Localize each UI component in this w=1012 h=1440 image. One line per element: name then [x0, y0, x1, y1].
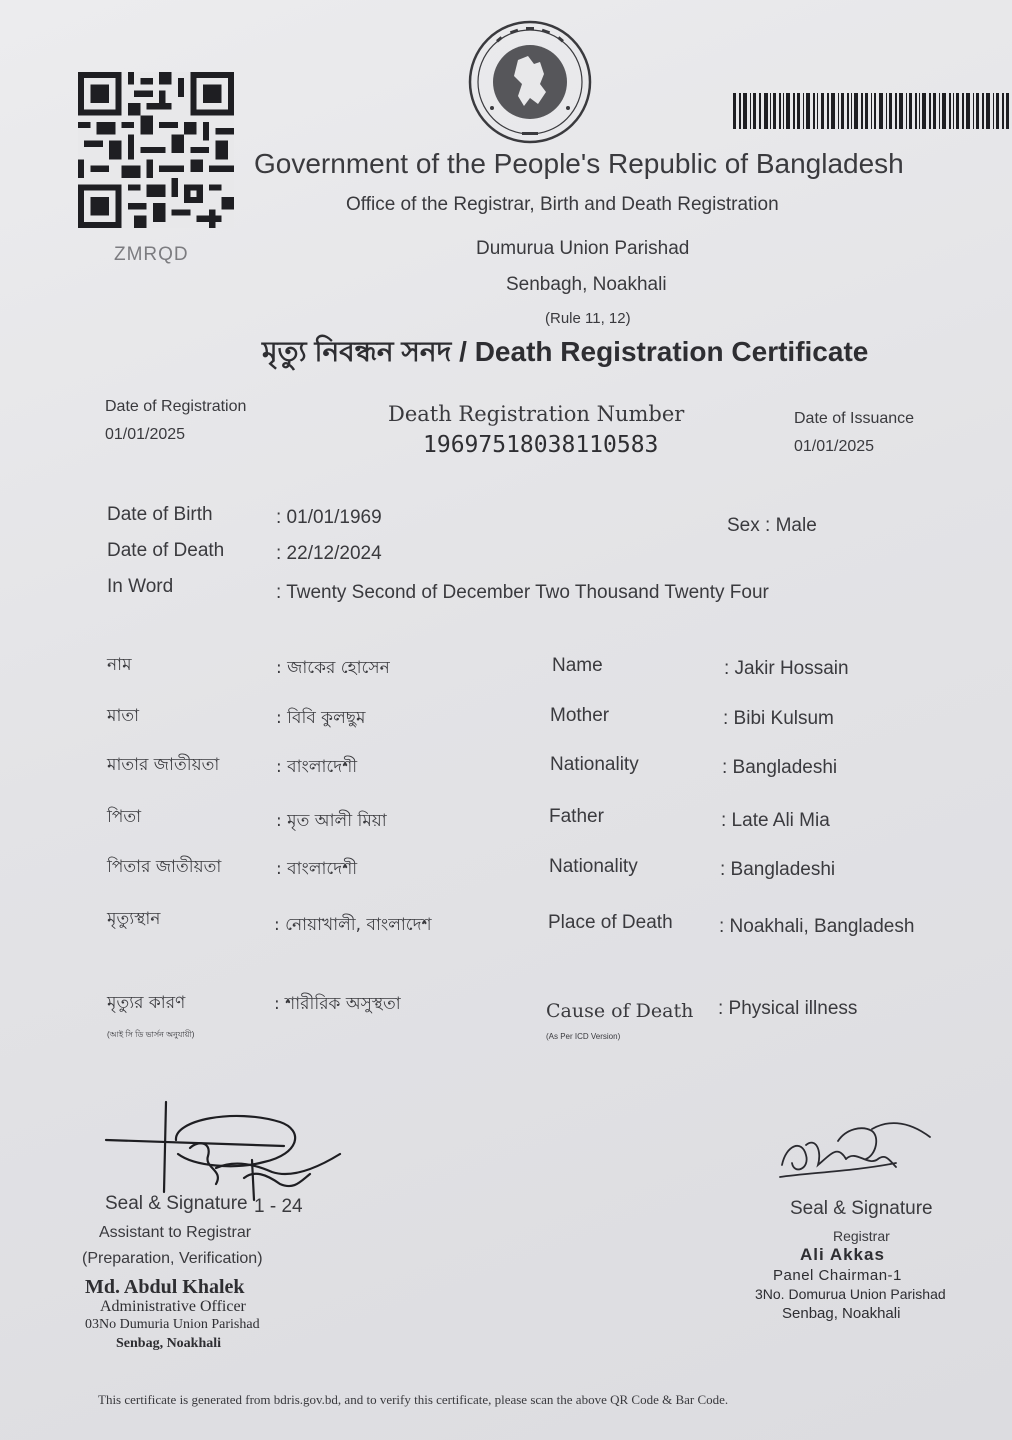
date-of-issuance-value: 01/01/2025 [794, 438, 875, 455]
name-value: : Jakir Hossain [724, 658, 849, 679]
right-place: Senbag, Noakhali [782, 1305, 901, 1322]
place-of-death-value: : Noakhali, Bangladesh [719, 916, 915, 937]
title-separator: / [451, 336, 475, 367]
right-office: 3No. Domurua Union Parishad [755, 1286, 946, 1302]
place-of-death-bn-value: : নোয়াখালী, বাংলাদেশ [274, 915, 432, 935]
name-bn-value: : জাকের হোসেন [276, 658, 390, 678]
qr-code-text: ZMRQD [114, 244, 189, 265]
mother-bn-label: মাতা [107, 706, 140, 726]
left-office: 03No Dumuria Union Parishad [85, 1317, 260, 1332]
barcode-icon[interactable] [733, 93, 1009, 129]
right-signature-scribble [776, 1115, 936, 1187]
mother-label: Mother [550, 705, 610, 726]
left-designation: Administrative Officer [100, 1298, 246, 1315]
cause-of-death-bn-value: : শারীরিক অসুস্থতা [274, 994, 401, 1014]
qr-code-icon[interactable] [78, 72, 234, 228]
certificate-title [262, 330, 868, 377]
title-en: Death Registration Certificate [474, 336, 869, 367]
mother-nationality-label: Nationality [550, 754, 639, 775]
mother-value: : Bibi Kulsum [723, 708, 834, 729]
father-bn-label: পিতা [107, 807, 142, 827]
cause-of-death-label: Cause of Death [546, 1000, 694, 1022]
location-heading: Senbagh, Noakhali [506, 274, 667, 295]
right-designation: Panel Chairman-1 [773, 1267, 902, 1284]
mother-bn-value: : বিবি কুলছুম [276, 708, 366, 728]
father-nationality-label: Nationality [549, 856, 638, 877]
left-name: Md. Abdul Khalek [85, 1276, 245, 1298]
date-of-death-label: Date of Death [107, 540, 225, 561]
in-word-value: : Twenty Second of December Two Thousand Twenty Four [276, 582, 769, 603]
verification-footer: This certificate is generated from bdris.gov.bd, and to verify this certificate, please scan the above QR Code & Bar Code. [98, 1392, 729, 1407]
left-role: Assistant to Registrar [99, 1224, 252, 1241]
father-value: : Late Ali Mia [721, 810, 830, 831]
father-bn-value: : মৃত আলী মিয়া [276, 811, 387, 831]
place-of-death-label: Place of Death [548, 912, 673, 933]
left-duty: (Preparation, Verification) [82, 1250, 263, 1267]
in-word-label: In Word [107, 576, 174, 597]
cause-bn-note: (আই সি ডি ভার্সন অনুযায়ী) [107, 1030, 195, 1039]
left-seal-label: Seal & Signature [105, 1193, 248, 1214]
father-nationality-bn-value: : বাংলাদেশী [276, 859, 358, 879]
government-heading: Government of the People's Republic of Bangladesh [254, 148, 904, 179]
rule-note: (Rule 11, 12) [545, 310, 631, 327]
mother-nationality-bn-label: মাতার জাতীয়তা [107, 755, 220, 775]
office-heading: Office of the Registrar, Birth and Death Registration [346, 194, 779, 215]
registration-number-value: 19697518038110583 [423, 432, 659, 458]
place-of-death-bn-label: মৃত্যুস্থান [107, 909, 161, 929]
sex-value: Sex : Male [727, 515, 817, 536]
cause-en-note: (As Per ICD Version) [546, 1032, 621, 1041]
government-seal-icon [466, 18, 594, 146]
father-label: Father [549, 806, 604, 827]
cause-of-death-value: : Physical illness [718, 998, 858, 1019]
father-nationality-bn-label: পিতার জাতীয়তা [107, 857, 222, 877]
name-bn-label: নাম [107, 655, 132, 675]
father-nationality-value: : Bangladeshi [720, 859, 836, 880]
mother-nationality-bn-value: : বাংলাদেশী [276, 757, 358, 777]
date-of-death-value: : 22/12/2024 [276, 543, 382, 564]
date-of-birth-label: Date of Birth [107, 504, 213, 525]
date-of-registration-label: Date of Registration [105, 398, 247, 415]
right-seal-label: Seal & Signature [790, 1198, 933, 1219]
registration-number-label: Death Registration Number [388, 402, 685, 426]
right-name: Ali Akkas [800, 1245, 885, 1264]
cause-of-death-bn-label: মৃত্যুর কারণ [107, 993, 186, 1013]
mother-nationality-value: : Bangladeshi [722, 757, 838, 778]
date-of-registration-value: 01/01/2025 [105, 426, 186, 443]
name-label: Name [552, 655, 603, 676]
left-place: Senbag, Noakhali [116, 1336, 222, 1351]
date-of-issuance-label: Date of Issuance [794, 410, 915, 427]
title-bn: মৃত্যু নিবন্ধন সনদ [262, 336, 452, 367]
date-of-birth-value: : 01/01/1969 [276, 507, 382, 528]
left-handwritten-date: 1 - 24 [254, 1196, 303, 1217]
union-heading: Dumurua Union Parishad [476, 238, 690, 259]
right-role: Registrar [833, 1228, 890, 1244]
